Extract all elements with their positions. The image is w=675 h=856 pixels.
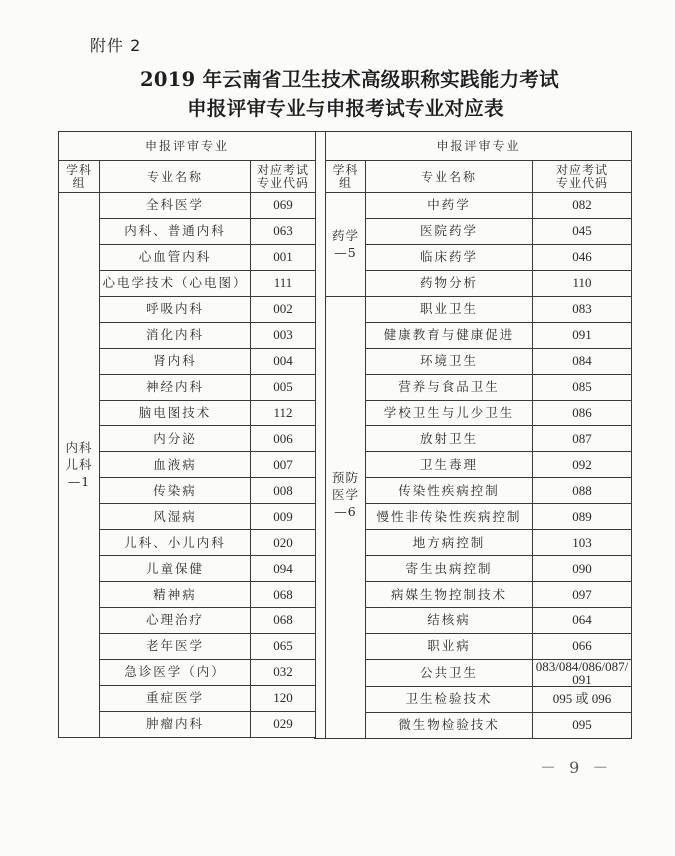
specialty-name-cell: 传染性疾病控制	[366, 478, 533, 504]
exam-code-cell: 068	[251, 608, 316, 634]
exam-code-cell: 005	[251, 374, 316, 400]
exam-code-cell: 009	[251, 504, 316, 530]
specialty-name-cell: 结核病	[366, 608, 533, 634]
table-row	[326, 582, 632, 608]
specialty-name-cell: 中药学	[366, 193, 533, 219]
specialty-name-cell: 呼吸内科	[100, 296, 251, 322]
exam-code-cell: 066	[533, 633, 632, 659]
table-row	[326, 270, 632, 296]
exam-code-cell: 006	[251, 426, 316, 452]
specialty-name-cell: 卫生检验技术	[366, 686, 533, 712]
specialty-name-cell: 传染病	[100, 478, 251, 504]
table-row	[326, 244, 632, 270]
section-header-row	[326, 132, 632, 161]
specialty-name-cell: 老年医学	[100, 633, 251, 659]
exam-code-cell: 120	[251, 685, 316, 711]
right-mapping-table	[325, 131, 632, 739]
exam-code-cell: 029	[251, 711, 316, 737]
exam-code-cell: 085	[533, 374, 632, 400]
specialty-name-cell: 临床药学	[366, 244, 533, 270]
specialty-name-cell: 肾内科	[100, 348, 251, 374]
specialty-name-cell: 营养与食品卫生	[366, 374, 533, 400]
specialty-name-cell: 职业病	[366, 633, 533, 659]
table-row	[326, 400, 632, 426]
exam-code-cell: 089	[533, 504, 632, 530]
subject-group-cell: 药学 —5	[326, 193, 366, 297]
exam-code-cell: 065	[251, 633, 316, 659]
exam-code-cell: 092	[533, 452, 632, 478]
group-column-header: 学科 组	[59, 161, 100, 193]
specialty-name-cell: 卫生毒理	[366, 452, 533, 478]
specialty-name-cell: 医院药学	[366, 218, 533, 244]
exam-code-cell: 087	[533, 426, 632, 452]
table-row	[326, 322, 632, 348]
exam-code-cell: 002	[251, 296, 316, 322]
table-row	[326, 374, 632, 400]
specialty-name-cell: 药物分析	[366, 270, 533, 296]
code-column-header: 对应考试 专业代码	[251, 161, 316, 193]
specialty-name-cell: 消化内科	[100, 322, 251, 348]
exam-code-cell: 112	[251, 400, 316, 426]
specialty-name-cell: 公共卫生	[366, 659, 533, 686]
table-row	[326, 556, 632, 582]
group-column-header: 学科 组	[326, 161, 366, 193]
subject-group-cell: 预防 医学 —6	[326, 296, 366, 738]
specialty-name-cell: 内科、普通内科	[100, 218, 251, 244]
table-row	[326, 686, 632, 712]
table-row	[326, 530, 632, 556]
specialty-name-cell: 职业卫生	[366, 296, 533, 322]
subject-group-cell: 内科 儿科 —1	[59, 193, 100, 738]
exam-code-cell: 068	[251, 582, 316, 608]
table-row	[326, 633, 632, 659]
exam-code-cell: 063	[251, 218, 316, 244]
table-row	[326, 452, 632, 478]
column-header-row	[326, 161, 632, 193]
specialty-name-cell: 风湿病	[100, 504, 251, 530]
specialty-name-cell: 放射卫生	[366, 426, 533, 452]
section-header: 申报评审专业	[59, 132, 316, 161]
exam-code-cell: 045	[533, 218, 632, 244]
exam-code-cell: 003	[251, 322, 316, 348]
specialty-name-cell: 重症医学	[100, 685, 251, 711]
page-number: － 9 －	[540, 758, 613, 777]
exam-code-cell: 046	[533, 244, 632, 270]
name-column-header: 专业名称	[100, 161, 251, 193]
exam-code-cell: 083	[533, 296, 632, 322]
specialty-name-cell: 心电学技术（心电图）	[100, 270, 251, 296]
specialty-name-cell: 肿瘤内科	[100, 711, 251, 737]
exam-code-cell: 069	[251, 193, 316, 219]
table-row	[59, 193, 316, 219]
column-header-row	[59, 161, 316, 193]
exam-code-cell: 064	[533, 608, 632, 634]
exam-code-cell: 082	[533, 193, 632, 219]
exam-code-cell: 111	[251, 270, 316, 296]
left-mapping-table	[58, 131, 316, 738]
specialty-name-cell: 心血管内科	[100, 244, 251, 270]
exam-code-cell: 095 或 096	[533, 686, 632, 712]
table-row	[326, 426, 632, 452]
table-row	[326, 296, 632, 322]
specialty-name-cell: 慢性非传染性疾病控制	[366, 504, 533, 530]
specialty-name-cell: 儿童保健	[100, 556, 251, 582]
specialty-name-cell: 脑电图技术	[100, 400, 251, 426]
exam-code-cell: 032	[251, 659, 316, 685]
exam-code-cell: 084	[533, 348, 632, 374]
table-row	[326, 478, 632, 504]
attachment-label: 附件 2	[90, 36, 142, 55]
specialty-name-cell: 学校卫生与儿少卫生	[366, 400, 533, 426]
specialty-name-cell: 全科医学	[100, 193, 251, 219]
section-header-row	[59, 132, 316, 161]
specialty-name-cell: 环境卫生	[366, 348, 533, 374]
exam-code-cell: 095	[533, 712, 632, 738]
exam-code-cell: 097	[533, 582, 632, 608]
name-column-header: 专业名称	[366, 161, 533, 193]
specialty-name-cell: 地方病控制	[366, 530, 533, 556]
specialty-name-cell: 病媒生物控制技术	[366, 582, 533, 608]
specialty-name-cell: 儿科、小儿内科	[100, 530, 251, 556]
exam-code-cell: 103	[533, 530, 632, 556]
exam-code-cell: 007	[251, 452, 316, 478]
table-row	[326, 608, 632, 634]
table-row	[326, 712, 632, 738]
table-row	[326, 193, 632, 219]
exam-code-cell: 088	[533, 478, 632, 504]
exam-code-cell: 110	[533, 270, 632, 296]
specialty-name-cell: 急诊医学（内）	[100, 659, 251, 685]
document-title-line2: 申报评审专业与申报考试专业对应表	[187, 97, 504, 120]
exam-code-cell: 086	[533, 400, 632, 426]
table-row	[326, 659, 632, 686]
exam-code-cell: 091	[533, 322, 632, 348]
exam-code-cell: 090	[533, 556, 632, 582]
table-row	[326, 218, 632, 244]
document-title-line1: 2019 年云南省卫生技术高级职称实践能力考试	[140, 68, 559, 91]
specialty-name-cell: 内分泌	[100, 426, 251, 452]
exam-code-cell: 008	[251, 478, 316, 504]
specialty-name-cell: 血液病	[100, 452, 251, 478]
specialty-name-cell: 精神病	[100, 582, 251, 608]
specialty-name-cell: 神经内科	[100, 374, 251, 400]
table-row	[326, 504, 632, 530]
table-divider-gap	[314, 131, 325, 739]
code-column-header: 对应考试 专业代码	[533, 161, 632, 193]
specialty-name-cell: 微生物检验技术	[366, 712, 533, 738]
specialty-name-cell: 寄生虫病控制	[366, 556, 533, 582]
table-row	[326, 348, 632, 374]
exam-code-cell: 083/084/086/087/ 091	[533, 659, 632, 686]
exam-code-cell: 001	[251, 244, 316, 270]
exam-code-cell: 020	[251, 530, 316, 556]
exam-code-cell: 004	[251, 348, 316, 374]
specialty-name-cell: 心理治疗	[100, 608, 251, 634]
specialty-name-cell: 健康教育与健康促进	[366, 322, 533, 348]
section-header: 申报评审专业	[326, 132, 632, 161]
exam-code-cell: 094	[251, 556, 316, 582]
